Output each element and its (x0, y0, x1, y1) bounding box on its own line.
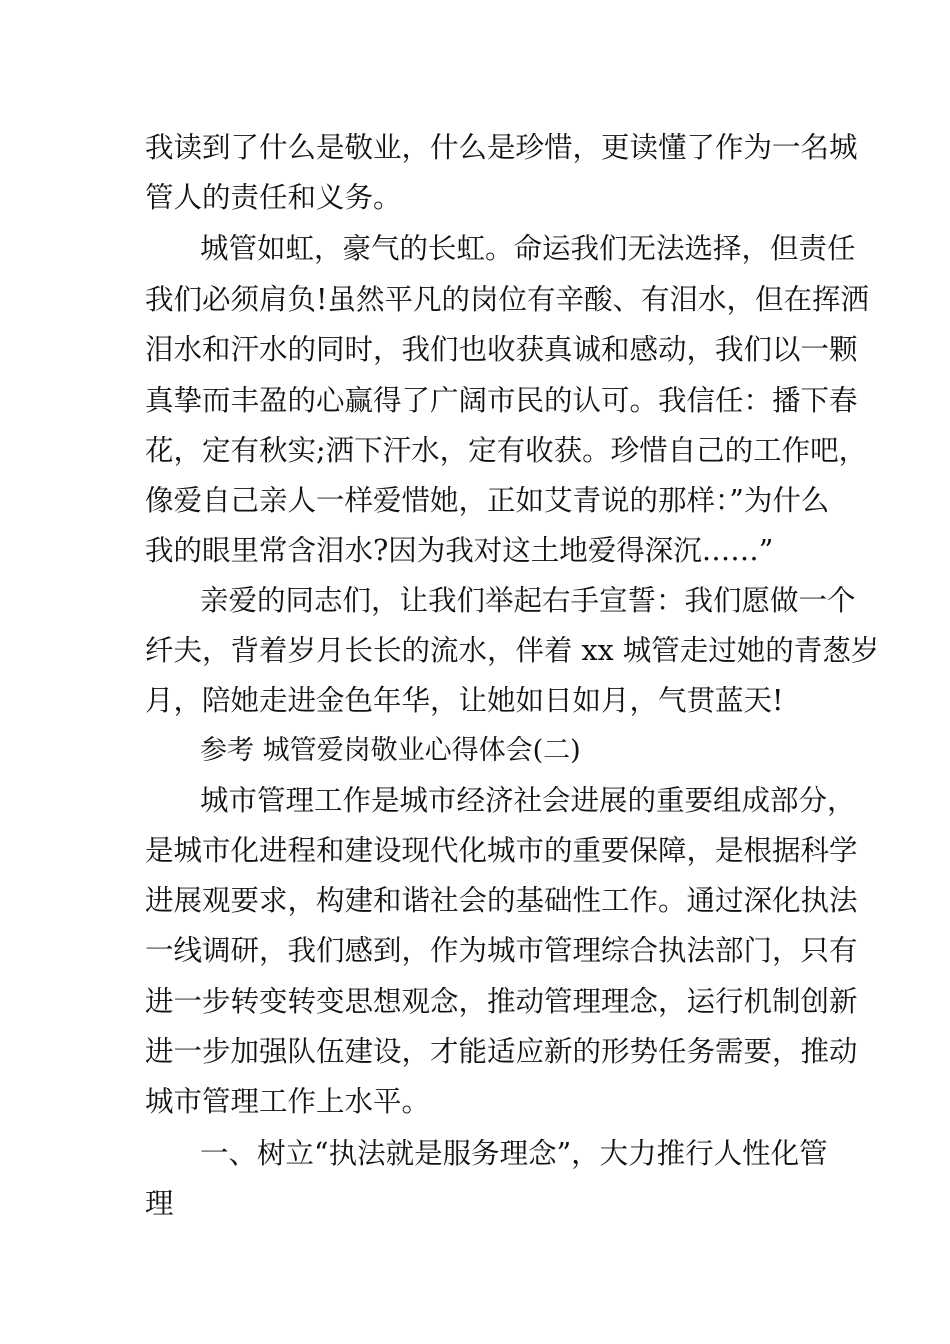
text-line: 花，定有秋实;洒下汗水，定有收获。珍惜自己的工作吧， (145, 434, 868, 467)
text-line: 进一步加强队伍建设，才能适应新的形势任务需要，推动 (145, 1035, 858, 1068)
section-heading: 参考 城管爱岗敬业心得体会(二) (200, 735, 581, 766)
text-line: 管人的责任和义务。 (145, 181, 402, 214)
text-line: 城管如虹，豪气的长虹。命运我们无法选择，但责任 (200, 232, 856, 265)
text-line: 一、树立“执法就是服务理念”，大力推行人性化管 (200, 1137, 828, 1170)
text-line: 理 (145, 1187, 174, 1220)
text-line: 像爱自己亲人一样爱惜她，正如艾青说的那样：”为什么 (145, 484, 830, 517)
text-line: 城市管理工作是城市经济社会进展的重要组成部分， (200, 784, 856, 817)
text-line: 月，陪她走进金色年华，让她如日如月，气贯蓝天! (145, 684, 784, 717)
text-line: 我的眼里常含泪水?因为我对这土地爱得深沉……” (145, 534, 774, 567)
text-line: 泪水和汗水的同时，我们也收获真诚和感动，我们以一颗 (145, 333, 858, 366)
text-line: 我读到了什么是敬业，什么是珍惜，更读懂了作为一名城 (145, 131, 858, 164)
text-line: 进展观要求，构建和谐社会的基础性工作。通过深化执法 (145, 884, 858, 917)
text-line: 真挚而丰盈的心赢得了广阔市民的认可。我信任：播下春 (145, 384, 858, 417)
text-line: 我们必须肩负!虽然平凡的岗位有辛酸、有泪水，但在挥洒 (145, 283, 869, 316)
text-line: 一线调研，我们感到，作为城市管理综合执法部门，只有 (145, 934, 858, 967)
text-line: 纤夫，背着岁月长长的流水，伴着 xx 城管走过她的青葱岁 (145, 634, 880, 667)
text-line: 是城市化进程和建设现代化城市的重要保障，是根据科学 (145, 834, 858, 867)
text-line: 城市管理工作上水平。 (145, 1085, 431, 1118)
text-line: 亲爱的同志们，让我们举起右手宣誓：我们愿做一个 (200, 584, 856, 617)
text-line: 进一步转变转变思想观念，推动管理理念，运行机制创新 (145, 985, 858, 1018)
